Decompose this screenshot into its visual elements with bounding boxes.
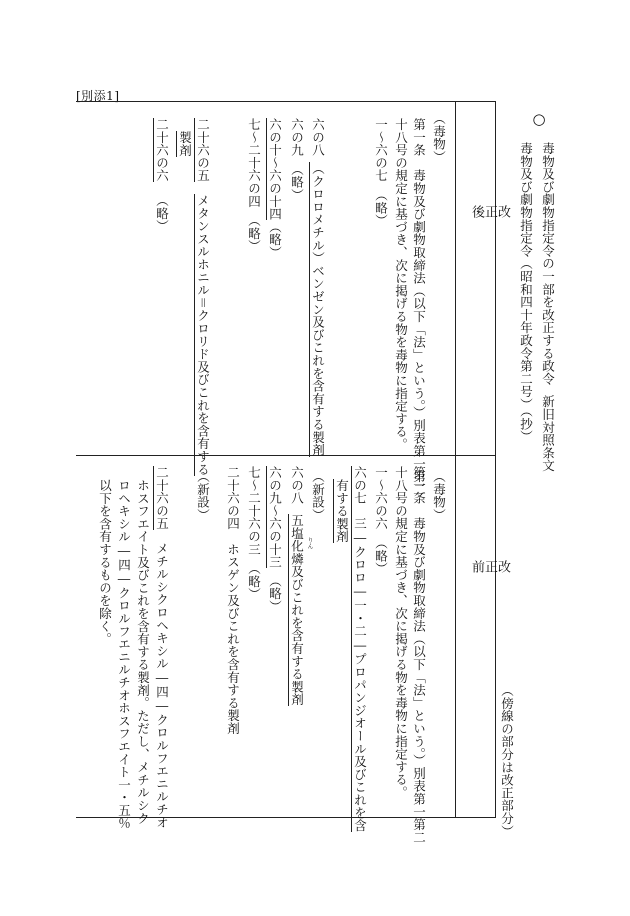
- after-item-1-7: 一～六の七 （略）: [373, 118, 389, 227]
- doc-title-main: 毒物及び劇物指定令の一部を改正する政令: [540, 142, 556, 386]
- after-article1-line1: 第一条 毒物及び劇物取締法（以下「法」という。）別表第一第二: [411, 118, 427, 496]
- before-item-6-9: 六の九～六の十三（略）: [267, 466, 283, 613]
- before-article1-line1: 第一条 毒物及び劇物取締法（以下「法」という。）別表第一第二: [411, 466, 427, 844]
- after-item-7: 七～二十六の四 （略）: [246, 118, 262, 253]
- before-item-26-4: 二十六の四 ホスゲン及びこれを含有する製剤: [225, 466, 241, 735]
- doc-subtitle: 毒物及び劇物指定令（昭和四十年政令第二号）（抄）: [518, 142, 534, 443]
- attachment-label: [別添1]: [76, 89, 120, 103]
- after-item-6-9: 六の九 （略）: [289, 118, 305, 202]
- before-item-26-5-line3: ロヘキシル―四―クロルフエニルチオホスフエイト一・五％: [116, 479, 132, 830]
- bullet-circle: ○: [530, 110, 548, 129]
- before-item-6-8-ruby: りん: [306, 537, 313, 550]
- header-after: 改 正 後: [469, 205, 510, 272]
- doc-title-suffix: 新旧対照条文: [540, 395, 556, 473]
- before-article1-line2: 十八号の規定に基づき、次に掲げる物を毒物に指定する。: [393, 466, 409, 799]
- before-item-1-6: 一～六の六 （略）: [373, 466, 389, 575]
- after-item-26-5-cont: 製剤: [177, 131, 193, 157]
- before-heading: （毒物）: [431, 470, 447, 522]
- after-article1-line2: 十八号の規定に基づき、次に掲げる物を毒物に指定する。: [393, 118, 409, 451]
- before-item-26-5-line4: 以下を含有するものを除く。: [97, 479, 113, 646]
- after-item-6-8-underlined: （クロロメチル）ベンゼン及びこれを含有する製剤: [310, 162, 326, 457]
- before-item-7: 七～二十六の三 （略）: [246, 466, 262, 601]
- after-item-26-6: 二十六の六（略）: [154, 118, 170, 233]
- column-divider: [76, 455, 496, 456]
- after-item-6-10: 六の十～六の十四（略）: [267, 118, 283, 259]
- before-item-6-7-line1: 六の七 三―クロロ―一・二―プロパンジオール及びこれを含: [352, 466, 368, 832]
- header-before: 改 正 前: [469, 560, 510, 627]
- before-item-6-8: 六の八五塩化燐及びこれを含有する製剤: [289, 466, 305, 707]
- doc-title: [541, 142, 554, 472]
- after-item-6-8: 六の八（クロロメチル）ベンゼン及びこれを含有する製剤: [310, 118, 326, 457]
- before-new-2: （新設）: [195, 470, 211, 522]
- before-new-1: （新設）: [310, 470, 326, 522]
- before-item-26-5-line2: ホスフエイト及びこれを含有する製剤。ただし、メチルシク: [135, 479, 151, 825]
- before-item-26-5-line1: 二十六の五メチルシクロヘキシル―四―クロルフエニルチオ: [154, 466, 170, 829]
- header-divider: [455, 101, 456, 818]
- underline-note: （傍線の部分は改正部分）: [499, 684, 515, 838]
- after-item-26-5: 二十六の五メタンスルホニル＝クロリド及びこれを含有する: [195, 118, 211, 476]
- before-item-6-7-line2: 有する製剤: [334, 479, 350, 543]
- after-heading: （毒物）: [431, 112, 447, 164]
